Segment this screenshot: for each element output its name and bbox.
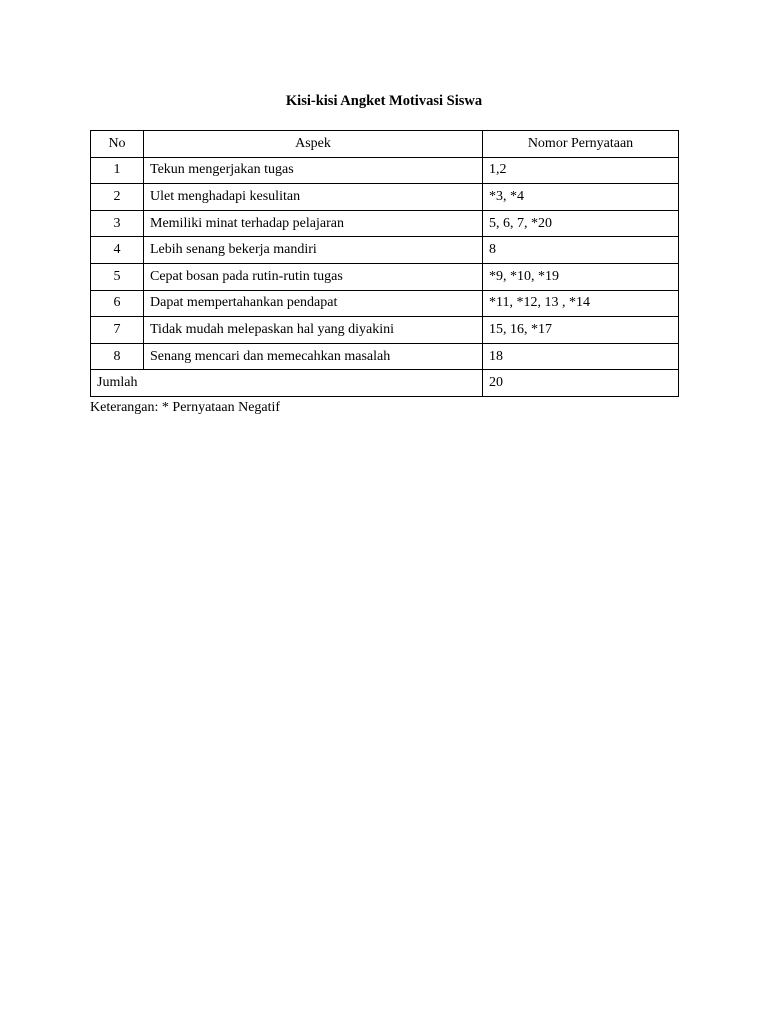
table-row <box>91 317 679 344</box>
table-row <box>91 210 679 237</box>
kisi-kisi-table <box>90 130 679 397</box>
table-row <box>91 237 679 264</box>
row-aspek: Cepat bosan pada rutin-rutin tugas <box>144 263 483 290</box>
table-row <box>91 343 679 370</box>
table-row <box>91 263 679 290</box>
row-aspek: Lebih senang bekerja mandiri <box>144 237 483 264</box>
row-no: 1 <box>91 157 144 184</box>
row-nomor: 15, 16, *17 <box>483 317 679 344</box>
row-aspek: Tekun mengerjakan tugas <box>144 157 483 184</box>
row-no: 8 <box>91 343 144 370</box>
row-no: 5 <box>91 263 144 290</box>
header-no: No <box>91 131 144 158</box>
row-no: 6 <box>91 290 144 317</box>
page-title: Kisi-kisi Angket Motivasi Siswa <box>285 93 483 109</box>
total-label: Jumlah <box>91 370 483 397</box>
row-nomor: *3, *4 <box>483 184 679 211</box>
row-no: 4 <box>91 237 144 264</box>
row-no: 2 <box>91 184 144 211</box>
row-no: 3 <box>91 210 144 237</box>
footnote-keterangan: Keterangan: * Pernyataan Negatif <box>90 400 281 415</box>
row-aspek: Dapat mempertahankan pendapat <box>144 290 483 317</box>
row-nomor: 8 <box>483 237 679 264</box>
row-no: 7 <box>91 317 144 344</box>
total-row <box>91 370 679 397</box>
row-aspek: Ulet menghadapi kesulitan <box>144 184 483 211</box>
table-row <box>91 290 679 317</box>
row-nomor: 18 <box>483 343 679 370</box>
table-row <box>91 184 679 211</box>
row-nomor: *11, *12, 13 , *14 <box>483 290 679 317</box>
row-nomor: 1,2 <box>483 157 679 184</box>
header-nomor-pernyataan: Nomor Pernyataan <box>483 131 679 158</box>
total-value: 20 <box>483 370 679 397</box>
row-nomor: 5, 6, 7, *20 <box>483 210 679 237</box>
row-aspek: Memiliki minat terhadap pelajaran <box>144 210 483 237</box>
row-aspek: Senang mencari dan memecahkan masalah <box>144 343 483 370</box>
table-row <box>91 157 679 184</box>
row-aspek: Tidak mudah melepaskan hal yang diyakini <box>144 317 483 344</box>
row-nomor: *9, *10, *19 <box>483 263 679 290</box>
header-aspek: Aspek <box>144 131 483 158</box>
table-header-row <box>91 131 679 158</box>
